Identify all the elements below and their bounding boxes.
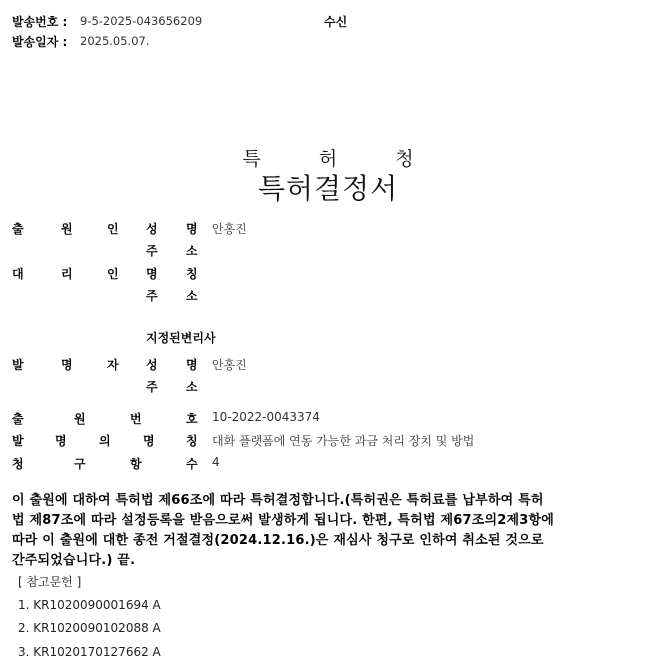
agent-label-char: 인 xyxy=(107,267,119,281)
application-number-label-char: 원 xyxy=(74,412,86,426)
decision-body-line: 이 출원에 대하여 특허법 제66조에 따라 특허결정합니다.(특허권은 특허료를 납부하여 특허 xyxy=(12,493,544,508)
invention-title-label-char: 명 xyxy=(143,434,155,448)
invention-title-value: 대화 플랫폼에 연동 가능한 과금 처리 장치 및 방법 xyxy=(212,434,475,448)
claims-label-char: 수 xyxy=(186,457,198,471)
claims-label-char: 항 xyxy=(130,457,142,471)
claims-label-char: 구 xyxy=(74,457,86,471)
applicant-address-label-char: 소 xyxy=(186,244,198,258)
agent-name-label-char: 명 xyxy=(146,267,158,281)
application-number-label-char: 호 xyxy=(186,412,198,426)
agency-name: 특 허 청 xyxy=(242,148,440,170)
applicant-name-label-char: 명 xyxy=(186,222,198,236)
agent-name-label-char: 칭 xyxy=(186,267,198,281)
inventor-name-label-char: 성 xyxy=(146,358,158,372)
applicant-name-value: 안홍진 xyxy=(212,222,247,236)
reference-item: 1. KR1020090001694 A xyxy=(18,598,161,612)
designated-attorney-label: 지정된변리사 xyxy=(146,331,216,345)
send-number-label: 발송번호 : xyxy=(12,15,68,29)
decision-body-line: 따라 이 출원에 대한 종전 거절결정(2024.12.16.)은 재심사 청구로 인하여 취소된 것으로 xyxy=(12,533,544,548)
inventor-name-label-char: 명 xyxy=(186,358,198,372)
reference-item: 3. KR1020170127662 A xyxy=(18,645,161,659)
send-number-value: 9-5-2025-043656209 xyxy=(80,14,203,28)
agent-address-label-char: 소 xyxy=(186,289,198,303)
claims-count-value: 4 xyxy=(212,455,220,469)
claims-label-char: 청 xyxy=(12,457,24,471)
inventor-label-char: 명 xyxy=(61,358,73,372)
document-title: 특허결정서 xyxy=(257,172,399,205)
invention-title-label-char: 명 xyxy=(55,434,67,448)
inventor-address-label-char: 소 xyxy=(186,380,198,394)
inventor-label-char: 발 xyxy=(12,358,24,372)
references-heading: [ 참고문헌 ] xyxy=(18,575,82,589)
agent-label-char: 리 xyxy=(61,267,73,281)
inventor-name-value: 안홍진 xyxy=(212,358,247,372)
agent-address-label-char: 주 xyxy=(146,289,158,303)
decision-body-line: 간주되었습니다.) 끝. xyxy=(12,553,136,568)
application-number-label-char: 출 xyxy=(12,412,24,426)
invention-title-label-char: 의 xyxy=(99,434,111,448)
invention-title-label-char: 발 xyxy=(12,434,24,448)
application-number-value: 10-2022-0043374 xyxy=(212,410,320,424)
inventor-label-char: 자 xyxy=(107,358,119,372)
application-number-label-char: 번 xyxy=(130,412,142,426)
receiver-label: 수신 xyxy=(324,15,348,29)
applicant-label-char: 출 xyxy=(12,222,24,236)
applicant-label-char: 인 xyxy=(107,222,119,236)
applicant-address-label-char: 주 xyxy=(146,244,158,258)
send-date-value: 2025.05.07. xyxy=(80,34,150,48)
send-date-label: 발송일자 : xyxy=(12,35,68,49)
agent-label-char: 대 xyxy=(12,267,24,281)
decision-body-line: 법 제87조에 따라 설정등록을 받음으로써 발생하게 됩니다. 한편, 특허법 제67조의2제3항에 xyxy=(12,513,555,528)
applicant-label-char: 원 xyxy=(61,222,73,236)
decision-body xyxy=(12,491,642,571)
reference-item: 2. KR1020090102088 A xyxy=(18,621,161,635)
inventor-address-label-char: 주 xyxy=(146,380,158,394)
invention-title-label-char: 칭 xyxy=(186,434,198,448)
applicant-name-label-char: 성 xyxy=(146,222,158,236)
